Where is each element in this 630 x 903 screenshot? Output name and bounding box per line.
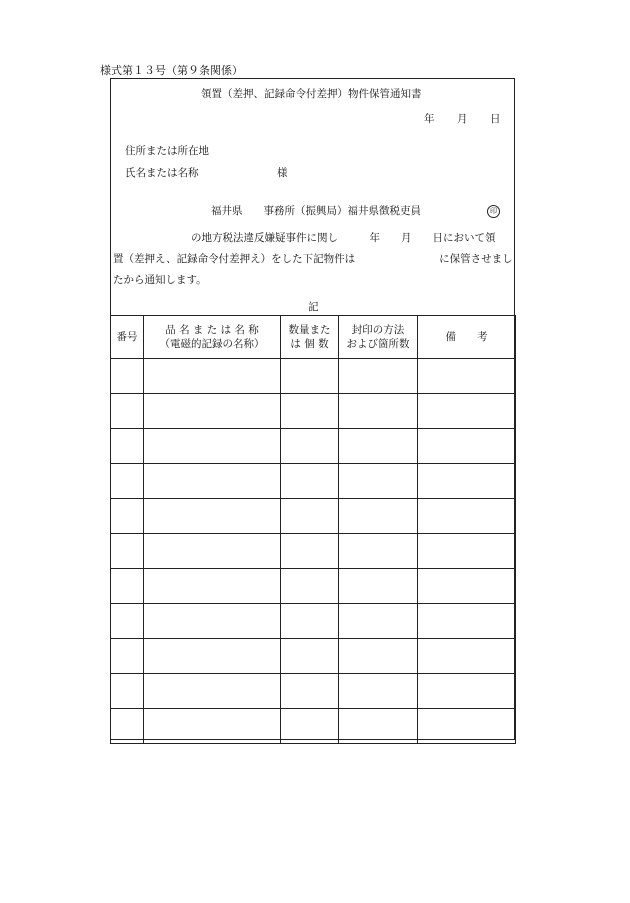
- table-cell[interactable]: [418, 359, 516, 394]
- table-cell[interactable]: [418, 429, 516, 464]
- table-row: [111, 499, 516, 534]
- table-cell[interactable]: [339, 639, 418, 674]
- table-row: [111, 394, 516, 429]
- table-cell[interactable]: [281, 604, 339, 639]
- table-cell[interactable]: [339, 429, 418, 464]
- table-cell[interactable]: [111, 709, 144, 744]
- table-row: [111, 639, 516, 674]
- table-cell[interactable]: [418, 674, 516, 709]
- col-header-seal-method: [339, 316, 418, 359]
- table-row: [111, 709, 516, 744]
- table-cell[interactable]: [418, 639, 516, 674]
- table-row: [111, 674, 516, 709]
- table-cell[interactable]: [339, 569, 418, 604]
- items-table: [110, 315, 516, 744]
- table-cell[interactable]: [339, 674, 418, 709]
- col-header-item-name: [144, 316, 281, 359]
- table-cell[interactable]: [144, 464, 281, 499]
- table-cell[interactable]: [144, 394, 281, 429]
- table-cell[interactable]: [111, 604, 144, 639]
- table-cell[interactable]: [111, 569, 144, 604]
- table-cell[interactable]: [281, 429, 339, 464]
- ki-heading: 記: [308, 301, 319, 313]
- table-cell[interactable]: [111, 429, 144, 464]
- table-cell[interactable]: [144, 499, 281, 534]
- table-cell[interactable]: [111, 499, 144, 534]
- table-cell[interactable]: [281, 674, 339, 709]
- table-row: [111, 534, 516, 569]
- col-header-item-name-line-1: 品 名 ま た は 名 称: [165, 323, 259, 336]
- table-cell[interactable]: [144, 534, 281, 569]
- table-row: [111, 359, 516, 394]
- table-row: [111, 604, 516, 639]
- table-row: [111, 464, 516, 499]
- table-cell[interactable]: [418, 709, 516, 744]
- table-cell[interactable]: [418, 499, 516, 534]
- table-cell[interactable]: [339, 534, 418, 569]
- body-text-line-2: 置（差押え、記録命令付差押え）をした下記物件は に保管させまし: [113, 253, 513, 265]
- table-cell[interactable]: [144, 639, 281, 674]
- body-text-line-3: たから通知します。: [113, 274, 207, 286]
- table-cell[interactable]: [111, 639, 144, 674]
- table-cell[interactable]: [281, 499, 339, 534]
- table-cell[interactable]: [111, 464, 144, 499]
- table-cell[interactable]: [111, 534, 144, 569]
- col-header-quantity: [281, 316, 339, 359]
- table-cell[interactable]: [418, 464, 516, 499]
- table-cell[interactable]: [281, 534, 339, 569]
- table-cell[interactable]: [418, 534, 516, 569]
- table-row: [111, 429, 516, 464]
- table-cell[interactable]: [111, 674, 144, 709]
- body-text-line-1: の地方税法違反嫌疑事件に関し 年 月 日において領: [191, 232, 496, 244]
- items-table-body: [111, 359, 516, 744]
- table-cell[interactable]: [339, 394, 418, 429]
- table-cell[interactable]: [281, 359, 339, 394]
- table-cell[interactable]: [111, 359, 144, 394]
- table-cell[interactable]: [339, 709, 418, 744]
- table-cell[interactable]: [281, 639, 339, 674]
- issuer-line: 福井県 事務所（振興局）福井県徴税吏員: [211, 205, 421, 217]
- col-header-number-text: 番号: [116, 330, 138, 343]
- table-cell[interactable]: [418, 394, 516, 429]
- table-cell[interactable]: [144, 674, 281, 709]
- table-cell[interactable]: [281, 569, 339, 604]
- table-cell[interactable]: [144, 359, 281, 394]
- col-header-remarks: [418, 316, 516, 359]
- table-header-row: [111, 316, 516, 359]
- table-cell[interactable]: [144, 569, 281, 604]
- honorific: 様: [277, 167, 288, 179]
- col-header-remarks-text: 備 考: [445, 330, 488, 343]
- table-cell[interactable]: [281, 394, 339, 429]
- col-header-seal-method-line-2: および箇所数: [346, 338, 410, 350]
- table-cell[interactable]: [339, 464, 418, 499]
- col-header-quantity-line-2: は 個 数: [290, 338, 329, 350]
- table-cell[interactable]: [144, 709, 281, 744]
- notice-form: [110, 78, 515, 740]
- table-cell[interactable]: [339, 359, 418, 394]
- table-cell[interactable]: [144, 429, 281, 464]
- form-number: 様式第１３号（第９条関係）: [100, 64, 243, 77]
- col-header-quantity-line-1: 数量また: [288, 323, 331, 336]
- table-cell[interactable]: [144, 604, 281, 639]
- col-header-seal-method-line-1: 封印の方法: [351, 323, 405, 336]
- table-cell[interactable]: [339, 604, 418, 639]
- date-month-label: 月: [457, 113, 468, 125]
- table-cell[interactable]: [418, 569, 516, 604]
- date-day-label: 日: [490, 113, 501, 125]
- table-cell[interactable]: [418, 604, 516, 639]
- table-cell[interactable]: [339, 499, 418, 534]
- table-row: [111, 569, 516, 604]
- seal-mark-icon: 印: [487, 205, 500, 218]
- col-header-number: [111, 316, 144, 359]
- recipient-name-label: 氏名または名称: [125, 167, 199, 179]
- date-year-label: 年: [424, 113, 435, 125]
- table-cell[interactable]: [281, 709, 339, 744]
- table-cell[interactable]: [111, 394, 144, 429]
- recipient-address-label: 住所または所在地: [125, 145, 209, 157]
- document-title: 領置（差押、記録命令付差押）物件保管通知書: [201, 88, 422, 100]
- col-header-item-name-line-2: （電磁的記録の名称）: [159, 338, 265, 350]
- table-cell[interactable]: [281, 464, 339, 499]
